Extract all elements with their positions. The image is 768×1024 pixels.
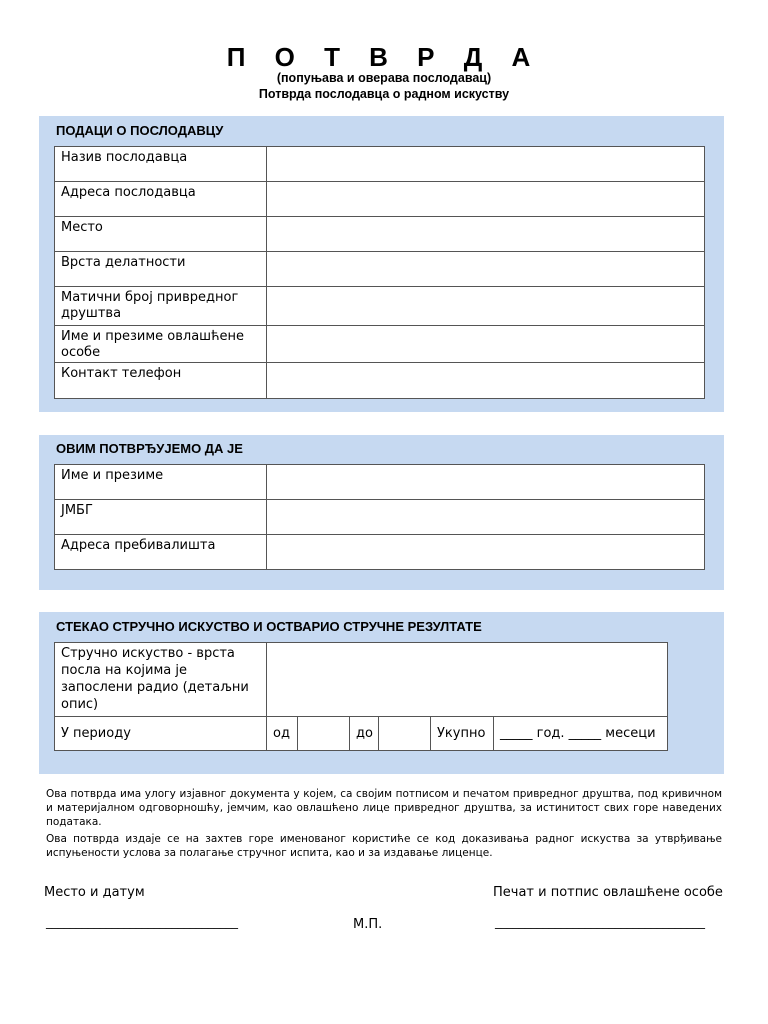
residence-address-field[interactable] (267, 535, 705, 570)
period-to-label: до (350, 717, 379, 751)
person-section-heading: ОВИМ ПОТВРЂУЈЕМО ДА ЈЕ (56, 441, 243, 456)
employer-place-field[interactable] (267, 217, 705, 252)
document-title: П О Т В Р Д А (226, 42, 542, 72)
signature-line[interactable]: ___________________________________ (495, 915, 705, 929)
employer-place-label: Место (55, 217, 267, 252)
period-label: У периоду (55, 717, 267, 751)
experience-description-table (54, 642, 668, 717)
employer-registration-number-field[interactable] (267, 287, 705, 326)
table-row (55, 182, 705, 217)
table-row (55, 326, 705, 363)
stamp-placeholder: М.П. (353, 917, 383, 932)
person-table (54, 464, 705, 570)
employer-address-label: Адреса послодавца (55, 182, 267, 217)
experience-period-table (54, 716, 668, 751)
table-row (55, 363, 705, 399)
table-row (55, 252, 705, 287)
document-subtitle: (попуњава и оверава послодавац) (276, 71, 492, 85)
table-row (55, 717, 668, 751)
residence-address-label: Адреса пребивалишта (55, 535, 267, 570)
table-row (55, 147, 705, 182)
legal-statement: Ова потврда има улогу изјавног документа у којем, са својим потписом и печатом привредног друштва, под кривичном и материјалном одговорношћу, јемчим, као овлашћено лице привредног друштва, за истинитост свих горе наведених података. (46, 788, 722, 828)
place-date-line[interactable]: ________________________________ (46, 915, 238, 929)
experience-description-field[interactable] (267, 643, 668, 717)
full-name-label: Име и презиме (55, 465, 267, 500)
table-row (55, 643, 668, 717)
table-row (55, 500, 705, 535)
employer-address-field[interactable] (267, 182, 705, 217)
jmbg-label: ЈМБГ (55, 500, 267, 535)
employer-activity-field[interactable] (267, 252, 705, 287)
period-total-label: Укупно (431, 717, 494, 751)
authorized-person-field[interactable] (267, 326, 705, 363)
place-date-label: Место и датум (44, 885, 145, 900)
authorized-person-label: Име и презиме овлашћене особе (55, 326, 267, 363)
table-row (55, 535, 705, 570)
period-total-field[interactable]: _____ год. _____ месеци (494, 717, 668, 751)
experience-section-heading: СТЕКАО СТРУЧНО ИСКУСТВО И ОСТВАРИО СТРУЧНЕ РЕЗУЛТАТЕ (56, 619, 482, 634)
employer-table (54, 146, 705, 399)
period-to-field[interactable] (379, 717, 431, 751)
contact-phone-field[interactable] (267, 363, 705, 399)
period-from-label: од (267, 717, 298, 751)
full-name-field[interactable] (267, 465, 705, 500)
purpose-statement: Ова потврда издаје се на захтев горе именованог користиће се код доказивања радног искуства за утврђивање испуњености услова за полагање стручног испита, као и за издавање лиценце. (46, 833, 722, 859)
jmbg-field[interactable] (267, 500, 705, 535)
table-row (55, 217, 705, 252)
signature-label: Печат и потпис овлашћене особе (493, 885, 723, 900)
employer-registration-number-label: Матични број привредног друштва (55, 287, 267, 326)
employer-section-heading: ПОДАЦИ О ПОСЛОДАВЦУ (56, 123, 224, 138)
table-row (55, 287, 705, 326)
experience-description-label: Стручно искуство - врста посла на којима је запослени радио (детаљни опис) (55, 643, 267, 717)
employer-name-field[interactable] (267, 147, 705, 182)
document-description: Потврда послодавца о радном искуству (258, 87, 510, 101)
contact-phone-label: Контакт телефон (55, 363, 267, 399)
table-row (55, 465, 705, 500)
period-from-field[interactable] (298, 717, 350, 751)
employer-activity-label: Врста делатности (55, 252, 267, 287)
employer-name-label: Назив послодавца (55, 147, 267, 182)
